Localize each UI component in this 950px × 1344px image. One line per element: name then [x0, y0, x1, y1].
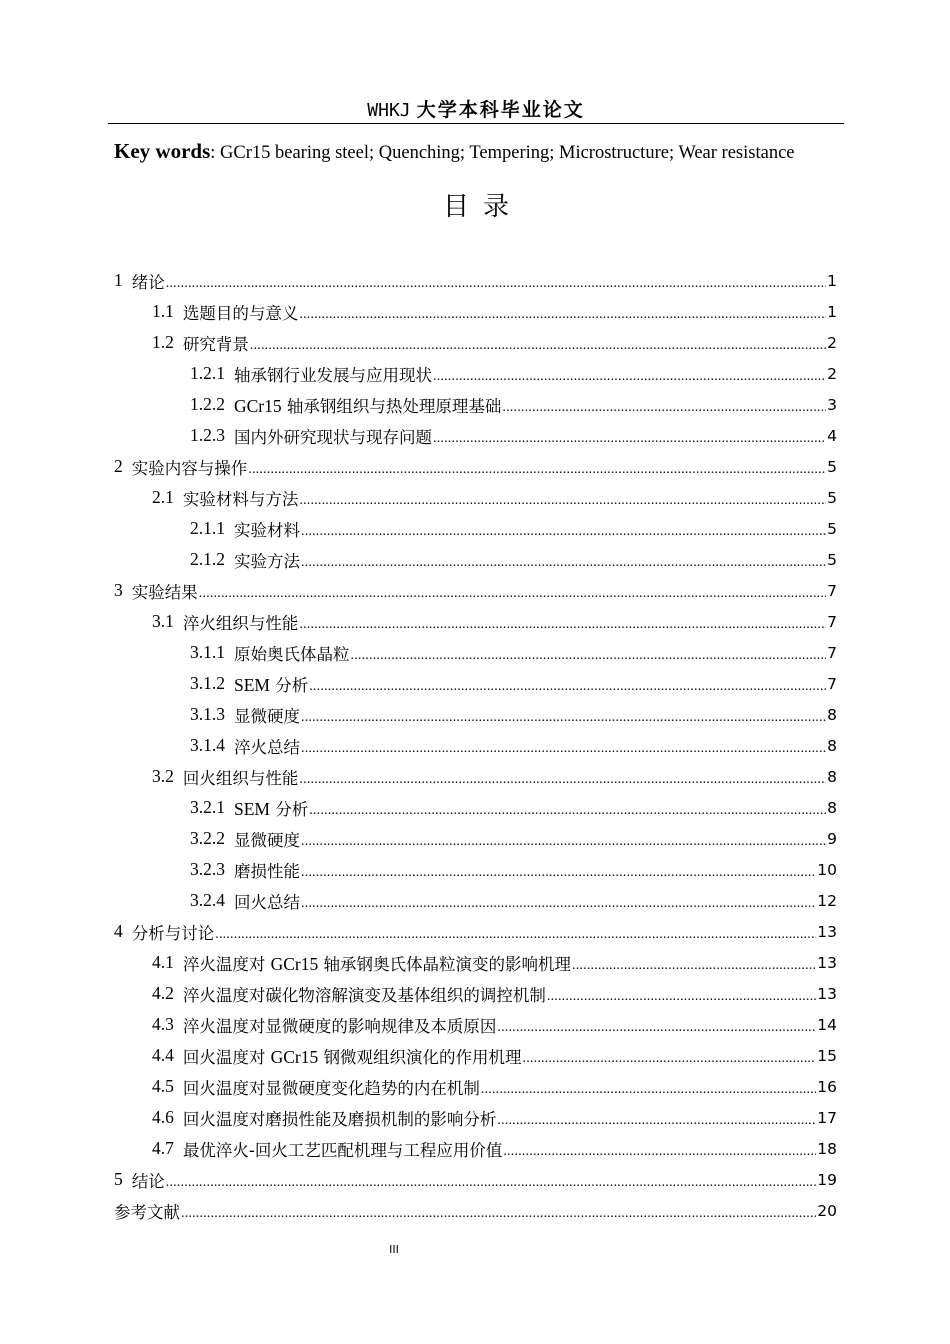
toc-page-number: 8	[827, 736, 837, 755]
toc-entry-link[interactable]	[190, 637, 837, 668]
toc-section-number: 1.1	[152, 301, 174, 321]
toc-section-title: 参考文献	[114, 1202, 180, 1222]
toc-page-number: 17	[817, 1108, 837, 1127]
toc-section-number: 4	[114, 921, 123, 941]
toc-row	[0, 761, 950, 792]
toc-section-number: 1.2	[152, 332, 174, 352]
toc-section-title: 绪论	[131, 272, 165, 292]
toc-entry-link[interactable]	[190, 699, 837, 730]
toc-page-number: 13	[817, 984, 837, 1003]
toc-entry-link[interactable]	[114, 916, 837, 947]
toc-entry-link[interactable]	[152, 606, 837, 637]
toc-entry-link[interactable]	[152, 978, 837, 1009]
toc-row	[0, 1164, 950, 1195]
toc-section-title: SEM 分析	[234, 674, 309, 695]
toc-section-title: 实验内容与操作	[131, 458, 248, 478]
toc-section-title: 最优淬火-回火工艺匹配机理与工程应用价值	[182, 1140, 503, 1160]
toc-dot-leader	[309, 679, 826, 695]
toc-page-number: 9	[827, 829, 837, 848]
toc-section-number: 1	[114, 270, 123, 290]
toc-row	[0, 885, 950, 916]
toc-section-number: 3.2.1	[190, 797, 225, 817]
toc-page-number: 5	[827, 519, 837, 538]
toc-row	[0, 513, 950, 544]
toc-entry-link[interactable]	[190, 420, 837, 451]
toc-entry-link[interactable]	[152, 947, 837, 978]
toc-row	[0, 451, 950, 482]
toc-dot-leader	[433, 369, 826, 385]
toc-section-number: 1.2.1	[190, 363, 225, 383]
toc-dot-leader	[299, 617, 826, 633]
toc-entry-link[interactable]	[190, 668, 837, 699]
toc-page-number: 8	[827, 767, 837, 786]
toc-row	[0, 358, 950, 389]
toc-page-number: 7	[827, 612, 837, 631]
toc-entry-link[interactable]	[190, 854, 837, 885]
toc-page-number: 18	[817, 1139, 837, 1158]
toc-section-number: 2.1.1	[190, 518, 225, 538]
toc-dot-leader	[250, 338, 826, 354]
toc-entry-link[interactable]	[190, 389, 837, 420]
toc-section-number: 3.1.2	[190, 673, 225, 693]
toc-section-number: 2	[114, 456, 123, 476]
toc-title: 目录	[442, 192, 523, 222]
toc-page-number: 7	[827, 581, 837, 600]
toc-section-title: GCr15 轴承钢组织与热处理原理基础	[234, 395, 502, 416]
toc-section-title: 研究背景	[182, 334, 249, 354]
toc-dot-leader	[547, 989, 816, 1005]
toc-section-title: 显微硬度	[234, 706, 300, 726]
toc-page-number: 10	[817, 860, 837, 879]
toc-row	[0, 389, 950, 420]
toc-dot-leader	[215, 927, 816, 943]
toc-entry-link[interactable]	[152, 327, 837, 358]
toc-dot-leader	[301, 741, 826, 757]
toc-row	[0, 1071, 950, 1102]
toc-dot-leader	[299, 772, 826, 788]
toc-section-number: 3.2.3	[190, 859, 225, 879]
toc-section-title: 回火组织与性能	[182, 768, 299, 788]
toc-row	[0, 544, 950, 575]
toc-page-number: 13	[817, 953, 837, 972]
toc-page-number: 13	[817, 922, 837, 941]
toc-entry-link[interactable]	[190, 885, 837, 916]
page-number: III	[389, 1243, 399, 1256]
toc-dot-leader	[301, 710, 826, 726]
toc-section-number: 3.1.4	[190, 735, 225, 755]
header-title: 大学本科毕业论文	[416, 99, 585, 121]
toc-entry-link[interactable]	[114, 1195, 837, 1226]
toc-section-number: 3.1.3	[190, 704, 225, 724]
toc-dot-leader	[497, 1113, 816, 1129]
toc-section-title: 回火温度对 GCr15 钢微观组织演化的作用机理	[182, 1046, 522, 1067]
toc-entry-link[interactable]	[190, 513, 837, 544]
toc-row	[0, 916, 950, 947]
toc-section-number: 1.2.2	[190, 394, 225, 414]
toc-section-title: 实验材料与方法	[182, 489, 299, 509]
toc-entry-link[interactable]	[152, 1009, 837, 1040]
toc-row	[0, 265, 950, 296]
toc-row	[0, 606, 950, 637]
toc-page-number: 20	[817, 1201, 837, 1220]
toc-section-title: 实验结果	[131, 582, 198, 602]
toc-section-title: 实验材料	[234, 520, 300, 540]
toc-row	[0, 637, 950, 668]
toc-section-number: 3	[114, 580, 123, 600]
toc-section-title: 回火温度对磨损性能及磨损机制的影响分析	[182, 1109, 497, 1129]
toc-row	[0, 1009, 950, 1040]
toc-page-number: 3	[827, 395, 837, 414]
toc-row	[0, 978, 950, 1009]
toc-section-number: 2.1.2	[190, 549, 225, 569]
toc-row	[0, 1102, 950, 1133]
toc-dot-leader	[523, 1051, 817, 1067]
toc-section-title: 分析与讨论	[131, 923, 215, 943]
toc-row	[0, 1133, 950, 1164]
toc-dot-leader	[301, 865, 816, 881]
toc-dot-leader	[299, 493, 826, 509]
toc-dot-leader	[166, 276, 826, 292]
toc-entry-link[interactable]	[114, 575, 837, 606]
toc-dot-leader	[301, 834, 826, 850]
toc-section-title: 原始奥氏体晶粒	[234, 644, 350, 664]
toc-page-number: 14	[817, 1015, 837, 1034]
toc-page-number: 8	[827, 705, 837, 724]
toc-section-title: 淬火温度对 GCr15 轴承钢奥氏体晶粒演变的影响机理	[182, 953, 572, 974]
toc-section-title: 磨损性能	[234, 861, 300, 881]
toc-row	[0, 699, 950, 730]
toc-section-number: 3.2.2	[190, 828, 225, 848]
keywords-text: : GCr15 bearing steel; Quenching; Tempering; Microstructure; Wear resistance	[210, 143, 795, 163]
toc-entry-link[interactable]	[190, 358, 837, 389]
toc-entry-link[interactable]	[114, 1164, 837, 1195]
toc-row	[0, 792, 950, 823]
toc-row	[0, 296, 950, 327]
toc-dot-leader	[248, 462, 826, 478]
toc-entry-link[interactable]	[190, 730, 837, 761]
toc-section-number: 3.1.1	[190, 642, 225, 662]
toc-entry-link[interactable]	[152, 1133, 837, 1164]
toc-row	[0, 668, 950, 699]
toc-page-number: 5	[827, 550, 837, 569]
toc-section-number: 5	[114, 1169, 123, 1189]
toc-page-number: 15	[817, 1046, 837, 1065]
toc-page-number: 5	[827, 488, 837, 507]
toc-dot-leader	[502, 400, 826, 416]
toc-section-title: 回火温度对显微硬度变化趋势的内在机制	[182, 1078, 480, 1098]
toc-section-number: 4.7	[152, 1138, 174, 1158]
toc-page-number: 2	[827, 333, 837, 352]
toc-dot-leader	[309, 803, 826, 819]
toc-dot-leader	[181, 1206, 816, 1222]
toc-page-number: 8	[827, 798, 837, 817]
toc-dot-leader	[199, 586, 826, 602]
toc-section-number: 4.1	[152, 952, 174, 972]
toc-page-number: 2	[827, 364, 837, 383]
toc-dot-leader	[301, 555, 826, 571]
toc-entry-link[interactable]	[152, 1102, 837, 1133]
toc-section-number: 4.2	[152, 983, 174, 1003]
toc-entry-link[interactable]	[152, 296, 837, 327]
toc-page-number: 7	[827, 674, 837, 693]
toc-row	[0, 823, 950, 854]
toc-section-number: 3.1	[152, 611, 174, 631]
toc-section-title: 淬火温度对碳化物溶解演变及基体组织的调控机制	[182, 985, 546, 1005]
toc-section-number: 4.4	[152, 1045, 174, 1065]
running-header	[108, 98, 844, 124]
toc-row	[0, 1040, 950, 1071]
toc-dot-leader	[301, 524, 826, 540]
toc-page-number: 4	[827, 426, 837, 445]
toc-row	[0, 947, 950, 978]
toc-dot-leader	[572, 958, 816, 974]
toc-entry-link[interactable]	[190, 823, 837, 854]
toc-section-number: 4.5	[152, 1076, 174, 1096]
toc-dot-leader	[503, 1144, 816, 1160]
keywords-label: Key words	[114, 139, 211, 163]
toc-section-title: SEM 分析	[234, 798, 309, 819]
toc-page-number: 5	[827, 457, 837, 476]
toc-entry-link[interactable]	[152, 482, 837, 513]
toc-section-number: 3.2.4	[190, 890, 225, 910]
toc-section-title: 结论	[131, 1171, 165, 1191]
toc-section-title: 轴承钢行业发展与应用现状	[234, 365, 432, 385]
toc-row	[0, 482, 950, 513]
toc-section-number: 1.2.3	[190, 425, 225, 445]
toc-dot-leader	[301, 896, 816, 912]
toc-row	[0, 730, 950, 761]
toc-dot-leader	[299, 307, 826, 323]
toc-page-number: 12	[817, 891, 837, 910]
toc-page-number: 7	[827, 643, 837, 662]
toc-page-number: 16	[817, 1077, 837, 1096]
toc-page-number: 1	[827, 271, 837, 290]
toc-entry-link[interactable]	[152, 761, 837, 792]
toc-page-number: 1	[827, 302, 837, 321]
toc-row	[0, 1195, 950, 1226]
toc-entry-link[interactable]	[114, 265, 837, 296]
toc-entry-link[interactable]	[152, 1071, 837, 1102]
keywords-line	[114, 138, 844, 166]
toc-section-number: 2.1	[152, 487, 174, 507]
toc-dot-leader	[497, 1020, 816, 1036]
toc-entry-link[interactable]	[114, 451, 837, 482]
toc-row	[0, 420, 950, 451]
toc-entry-link[interactable]	[152, 1040, 837, 1071]
toc-section-title: 国内外研究现状与现存问题	[234, 427, 432, 447]
toc-section-title: 实验方法	[234, 551, 300, 571]
toc-section-title: 选题目的与意义	[182, 303, 299, 323]
toc-section-title: 淬火总结	[234, 737, 300, 757]
toc-entry-link[interactable]	[190, 792, 837, 823]
toc-row	[0, 327, 950, 358]
toc-section-title: 淬火组织与性能	[182, 613, 299, 633]
toc-page-number: 19	[817, 1170, 837, 1189]
toc-section-title: 显微硬度	[234, 830, 300, 850]
toc-section-number: 4.6	[152, 1107, 174, 1127]
toc-dot-leader	[433, 431, 826, 447]
header-rule	[108, 123, 844, 124]
toc-section-title: 回火总结	[234, 892, 300, 912]
toc-section-number: 4.3	[152, 1014, 174, 1034]
toc-section-number: 3.2	[152, 766, 174, 786]
toc-section-title: 淬火温度对显微硬度的影响规律及本质原因	[182, 1016, 497, 1036]
toc-row	[0, 575, 950, 606]
toc-row	[0, 854, 950, 885]
toc-dot-leader	[481, 1082, 816, 1098]
toc-dot-leader	[166, 1175, 817, 1191]
toc-entry-link[interactable]	[190, 544, 837, 575]
header-latin: WHKJ	[367, 100, 411, 121]
toc-dot-leader	[351, 648, 827, 664]
